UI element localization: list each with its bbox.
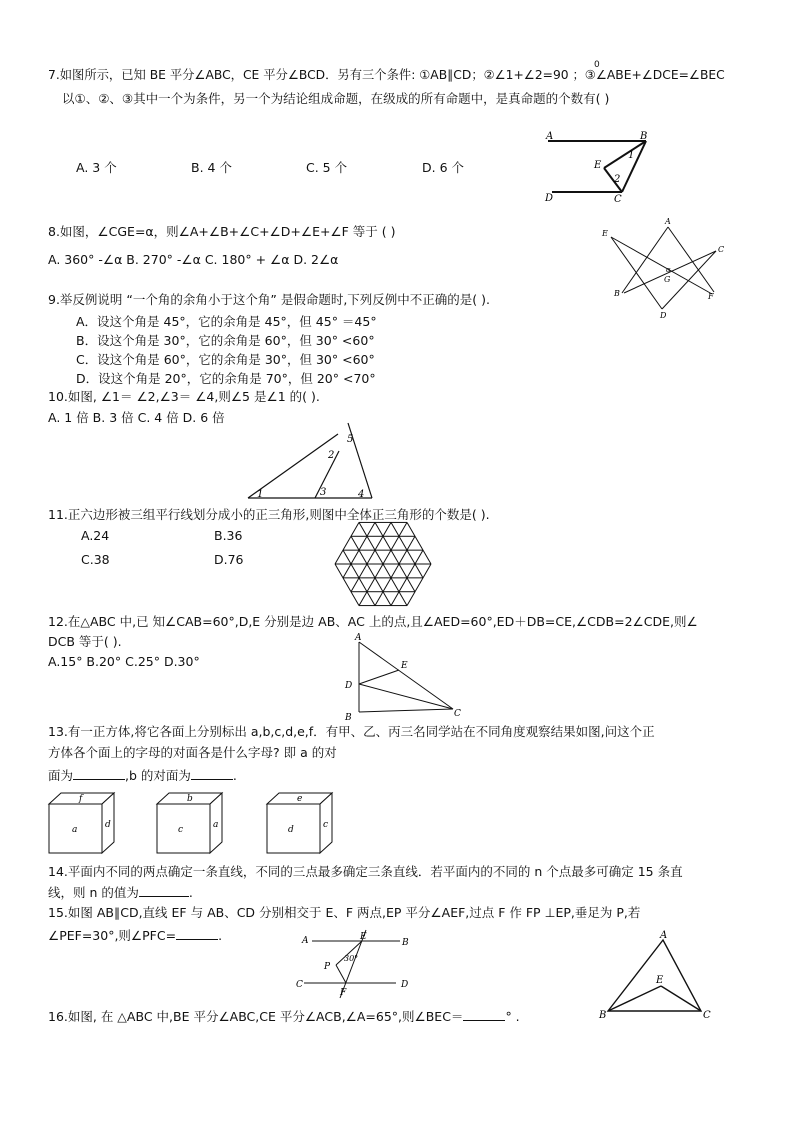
q15-stem-line2 — [48, 927, 222, 944]
q7-label-c: C — [614, 194, 622, 205]
hexagon-grid-line — [399, 522, 407, 536]
q16-text-end: ° . — [505, 1009, 520, 1024]
hexagon-grid-line — [359, 536, 367, 550]
hexagon-grid-line — [391, 592, 399, 606]
q13-cube1-front: a — [72, 825, 78, 835]
hexagon-grid-line — [351, 550, 359, 564]
q13-text-a-opposite: 面为 — [48, 768, 74, 783]
hexagon-grid-line — [399, 578, 407, 592]
q10-figure — [240, 418, 390, 503]
hexagon-grid-line — [375, 592, 383, 606]
hexagon-grid-line — [367, 564, 375, 578]
q10-options: A. 1 倍 B. 3 倍 C. 4 倍 D. 6 倍 — [48, 410, 225, 425]
q15-text: ∠PEF=30°,则∠PFC= — [48, 928, 177, 943]
q8-options: A. 360° -∠α B. 270° -∠α C. 180° + ∠α D. 2∠α — [48, 252, 339, 267]
q10-label-5: 5 — [347, 434, 354, 445]
q8-label-d: D — [660, 311, 667, 320]
q13-cube-3 — [266, 792, 334, 856]
q16-figure — [594, 928, 719, 1023]
q13-cube2-front: c — [178, 825, 184, 835]
q9-stem: 9.举反例说明 “一个角的余角小于这个角” 是假命题时,下列反例中不正确的是( ). — [48, 292, 490, 307]
q13-blank-b[interactable] — [191, 767, 233, 780]
hexagon-grid-line — [343, 550, 351, 564]
q8-label-a: A — [665, 217, 671, 226]
q16-text: 16.如图, 在 △ABC 中,BE 平分∠ABC,CE 平分∠ACB,∠A=65°,则∠BEC＝ — [48, 1009, 464, 1024]
hexagon-grid-line — [391, 522, 399, 536]
q7-label-a: A — [546, 131, 554, 142]
hexagon-grid-line — [407, 564, 415, 578]
q8-figure — [598, 214, 738, 324]
q8-stem: 8.如图，∠CGE=α，则∠A+∠B+∠C+∠D+∠E+∠F 等于 ( ) — [48, 224, 396, 239]
q13-cube3-side: c — [323, 820, 329, 830]
hexagon-grid-line — [359, 550, 367, 564]
q10-stem: 10.如图, ∠1＝ ∠2,∠3＝ ∠4,则∠5 是∠1 的( ). — [48, 389, 320, 404]
hexagon-grid-line — [383, 550, 391, 564]
q10-label-1: 1 — [257, 489, 264, 500]
q15-label-p: P — [324, 962, 331, 972]
hexagon-grid-line — [375, 550, 383, 564]
q10-label-3: 3 — [320, 487, 327, 498]
q7-label-b: B — [640, 131, 648, 142]
q15-label-e: E — [360, 932, 367, 942]
q13-text-end: . — [232, 768, 237, 783]
hexagon-grid-line — [367, 522, 375, 536]
q13-stem-line2: 方体各个面上的字母的对面各是什么字母? 即 a 的对 — [48, 745, 337, 760]
q16-label-b: B — [599, 1010, 607, 1021]
hexagon-grid-line — [423, 550, 431, 564]
q11-option-c: C.38 — [81, 552, 110, 567]
q11-option-a: A.24 — [81, 528, 110, 543]
q9-option-b: B．设这个角是 30°，它的余角是 60°，但 30° <60° — [76, 333, 375, 348]
hexagon-grid-line — [407, 550, 415, 564]
q15-label-d: D — [401, 980, 409, 990]
hexagon-grid-line — [383, 564, 391, 578]
q9-option-a: A．设这个角是 45°，它的余角是 45°，但 45° ＝45° — [76, 314, 377, 329]
q12-figure — [335, 628, 465, 723]
q15-label-f: F — [340, 988, 347, 998]
q12-label-a: A — [355, 633, 362, 643]
q8-label-e: E — [602, 229, 608, 238]
hexagon-grid-line — [407, 592, 415, 606]
hexagon-grid-line — [415, 564, 423, 578]
q13-cube-2 — [156, 792, 224, 856]
q7-label-2: 2 — [614, 174, 621, 185]
q7-label-e: E — [594, 160, 602, 171]
q12-label-d: D — [345, 681, 353, 691]
q7-option-d: D. 6 个 — [422, 160, 464, 175]
q13-blank-a[interactable] — [73, 767, 125, 780]
hexagon-grid-line — [383, 578, 391, 592]
hexagon-grid-line — [351, 578, 359, 592]
q8-label-b: B — [614, 289, 620, 298]
q7-superscript: 0 — [594, 60, 600, 70]
q7-option-a: A. 3 个 — [76, 160, 117, 175]
hexagon-grid-line — [391, 536, 399, 550]
q7-option-b: B. 4 个 — [191, 160, 232, 175]
q10-label-2: 2 — [328, 450, 335, 461]
q15-text-end: . — [218, 928, 223, 943]
hexagon-grid-line — [399, 550, 407, 564]
q14-stem-line1: 14.平面内不同的两点确定一条直线，不同的三点最多确定三条直线．若平面内的不同的 n 个点最多可确定 15 条直 — [48, 864, 683, 879]
q15-blank[interactable] — [176, 927, 218, 940]
q7-label-1: 1 — [628, 150, 635, 161]
q12-stem-line2: DCB 等于( ). — [48, 634, 122, 649]
q11-option-d: D.76 — [214, 552, 244, 567]
q14-stem-line2 — [48, 884, 193, 901]
q14-blank[interactable] — [139, 884, 189, 897]
hexagon-grid-line — [351, 592, 359, 606]
hexagon-grid-line — [399, 536, 407, 550]
hexagon-grid-line — [367, 592, 375, 606]
q13-cube3-top: e — [297, 794, 303, 804]
q13-cube3-front: d — [288, 825, 294, 835]
q8-label-f: F — [708, 292, 714, 301]
q13-cube1-top: f — [79, 794, 83, 804]
q15-label-angle: 30° — [344, 954, 359, 963]
hexagon-grid-line — [375, 522, 383, 536]
q13-cube-1 — [48, 792, 116, 856]
q15-label-c: C — [296, 980, 303, 990]
q12-label-b: B — [345, 713, 352, 723]
q12-options: A.15° B.20° C.25° D.30° — [48, 654, 200, 669]
hexagon-grid-line — [367, 550, 375, 564]
q8-label-c: C — [718, 245, 725, 254]
hexagon-grid-line — [375, 536, 383, 550]
q15-label-b: B — [402, 938, 409, 948]
hexagon-grid-line — [359, 564, 367, 578]
hexagon-grid-line — [391, 578, 399, 592]
q7-figure — [540, 128, 660, 203]
hexagon-grid-line — [407, 536, 415, 550]
q9-option-d: D．设这个角是 20°，它的余角是 70°，但 20° <70° — [76, 371, 376, 386]
q13-cube1-side: d — [105, 820, 111, 830]
hexagon-grid-line — [415, 536, 423, 550]
q11-hexagon-figure — [330, 520, 440, 610]
q15-stem-line1: 15.如图 AB∥CD,直线 EF 与 AB、CD 分别相交于 E、F 两点,EP 平分∠AEF,过点 F 作 FP ⊥EP,垂足为 P,若 — [48, 905, 641, 920]
hexagon-grid-line — [343, 578, 351, 592]
hexagon-grid-line — [391, 550, 399, 564]
q7-option-c: C. 5 个 — [306, 160, 348, 175]
hexagon-grid-line — [351, 522, 359, 536]
hexagon-grid-line — [399, 592, 407, 606]
hexagon-grid-line — [407, 522, 415, 536]
q9-option-c: C．设这个角是 60°，它的余角是 30°，但 30° <60° — [76, 352, 375, 367]
q16-label-c: C — [703, 1010, 711, 1021]
hexagon-grid-line — [399, 564, 407, 578]
hexagon-grid-line — [359, 578, 367, 592]
q7-stem-line1: 7.如图所示，已知 BE 平分∠ABC，CE 平分∠BCD．另有三个条件: ①AB∥CD；②∠1+∠2=90 ；③∠ABE+∠DCE=∠BEC — [48, 68, 725, 82]
hexagon-grid-line — [423, 564, 431, 578]
q13-cube2-side: a — [213, 820, 219, 830]
hexagon-grid-line — [415, 550, 423, 564]
q7-label-d: D — [545, 193, 554, 204]
hexagon-grid-line — [351, 564, 359, 578]
q15-label-a: A — [302, 936, 309, 946]
hexagon-grid-line — [415, 578, 423, 592]
hexagon-grid-line — [383, 522, 391, 536]
q8-label-g: G — [664, 275, 671, 284]
hexagon-grid-line — [375, 578, 383, 592]
q7-stem-line2: 以①、②、③其中一个为条件，另一个为结论组成命题，在级成的所有命题中，是真命题的个数有( ) — [62, 91, 610, 106]
hexagon-grid-line — [343, 564, 351, 578]
q10-label-4: 4 — [358, 489, 365, 500]
hexagon-grid-line — [351, 536, 359, 550]
hexagon-grid-line — [367, 578, 375, 592]
hexagon-grid-line — [407, 578, 415, 592]
hexagon-grid-line — [335, 564, 343, 578]
hexagon-grid-line — [359, 522, 367, 536]
q13-stem-line3 — [48, 767, 237, 784]
q16-label-a: A — [660, 930, 668, 941]
q12-stem-line1: 12.在△ABC 中,已 知∠CAB=60°,D,E 分别是边 AB、AC 上的点,且∠AED=60°,ED＋DB=CE,∠CDB=2∠CDE,则∠ — [48, 614, 698, 629]
hexagon-grid-line — [335, 550, 343, 564]
q16-blank[interactable] — [463, 1008, 505, 1021]
q13-text-b-opposite: ,b 的对面为 — [125, 768, 191, 783]
q11-option-b: B.36 — [214, 528, 243, 543]
q15-figure — [296, 928, 426, 1000]
hexagon-grid-line — [375, 564, 383, 578]
q16-label-e: E — [656, 975, 664, 986]
hexagon-grid-line — [343, 536, 351, 550]
q13-stem-line1: 13.有一正方体,将它各面上分别标出 a,b,c,d,e,f．有甲、乙、丙三名同学站在不同角度观察结果如图,问这个正 — [48, 724, 655, 739]
q12-label-c: C — [454, 709, 461, 719]
q8-label-alpha: α — [666, 266, 671, 274]
hexagon-grid-line — [391, 564, 399, 578]
hexagon-grid-line — [383, 536, 391, 550]
hexagon-grid-line — [367, 536, 375, 550]
q14-text-end: . — [188, 885, 193, 900]
q11-stem: 11.正六边形被三组平行线划分成小的正三角形,则图中全体正三角形的个数是( ). — [48, 507, 490, 522]
q12-label-e: E — [401, 661, 408, 671]
q14-text: 线，则 n 的值为 — [48, 885, 139, 900]
q16-stem — [48, 1008, 520, 1025]
hexagon-grid-line — [359, 592, 367, 606]
q13-cube2-top: b — [187, 794, 193, 804]
hexagon-grid-line — [383, 592, 391, 606]
